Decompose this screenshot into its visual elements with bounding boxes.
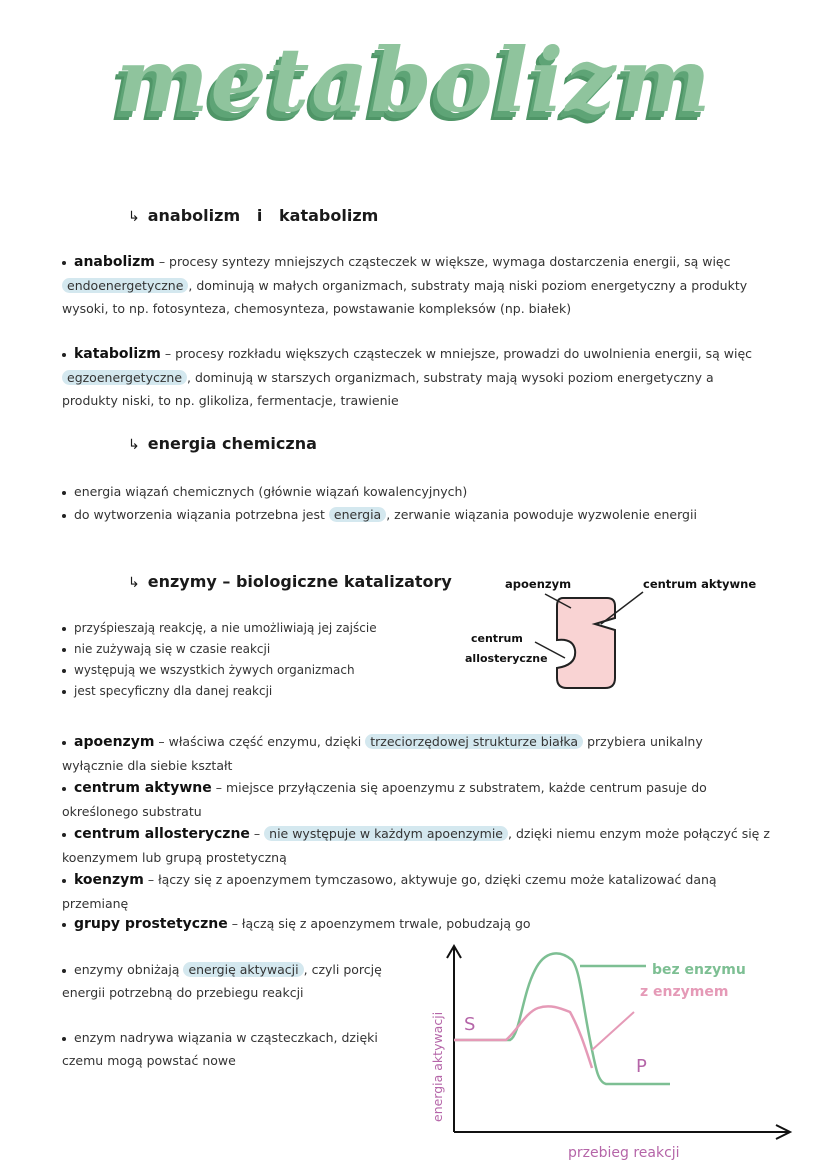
- label-centrum-aktywne: centrum aktywne: [643, 577, 757, 591]
- bottom-item-2-text: enzym nadrywa wiązania w cząsteczkach, dzięki czemu mogą powstać nowe: [62, 1030, 378, 1068]
- bullet-icon: [62, 514, 66, 518]
- katabolizm-paragraph: [62, 342, 772, 412]
- bullet-icon: [62, 833, 66, 837]
- activation-energy-graph: [420, 940, 810, 1165]
- bottom-item-2: [62, 1026, 422, 1072]
- term-apoenzym: apoenzym: [74, 734, 155, 750]
- bullet-icon: [62, 648, 66, 652]
- anabolizm-paragraph: [62, 250, 772, 320]
- bullet-icon: [62, 741, 66, 745]
- bullet-icon: [62, 787, 66, 791]
- line-z-enzymem-pointer: [592, 1012, 634, 1050]
- label-centrum: centrum: [471, 632, 523, 645]
- bullet-icon: [62, 491, 66, 495]
- energia-item-2-after: , zerwanie wiązania powoduje wyzwolenie energii: [386, 507, 697, 522]
- x-axis-label: przebieg reakcji: [568, 1145, 680, 1161]
- section-heading-text: energia chemiczna: [147, 434, 317, 453]
- highlight-egzoenergetyczne: egzoenergetyczne: [62, 370, 187, 385]
- list-item: [62, 639, 462, 660]
- energia-item-2-before: do wytworzenia wiązania potrzebna jest: [74, 507, 325, 522]
- list-item-text: przyśpieszają reakcję, a nie umożliwiają jej zajście: [74, 621, 377, 635]
- label-p: P: [636, 1056, 647, 1077]
- list-item: [62, 681, 462, 702]
- section-heading-energia: [128, 434, 317, 453]
- section-heading-anabolizm-katabolizm: [128, 206, 378, 225]
- arrow-icon: ↳: [128, 437, 140, 453]
- label-s: S: [464, 1014, 476, 1035]
- def-centrum-aktywne: [62, 776, 762, 823]
- bullet-icon: [62, 1037, 66, 1041]
- page-title: metabolizm: [115, 28, 713, 132]
- bottom-item-1: [62, 958, 412, 1004]
- def-koenzym-text: – łączy się z apoenzymem tymczasowo, aktywuje go, dzięki czemu może katalizować daną przemianę: [62, 872, 717, 911]
- label-allosteryczne: allosteryczne: [465, 652, 548, 665]
- list-item-text: nie zużywają się w czasie reakcji: [74, 642, 271, 656]
- highlight-endoenergetyczne: endoenergetyczne: [62, 278, 188, 293]
- bullet-icon: [62, 353, 66, 357]
- term-grupy-prostetyczne: grupy prostetyczne: [74, 916, 228, 932]
- apoenzym-shape: [557, 598, 615, 688]
- list-item: [62, 618, 462, 639]
- enzymy-bullet-list: [62, 618, 462, 702]
- energia-item-1: [62, 480, 772, 503]
- energia-item-1-text: energia wiązań chemicznych (głównie wiązań kowalencyjnych): [74, 484, 468, 499]
- bullet-icon: [62, 923, 66, 927]
- section-heading-enzymy: [128, 572, 452, 591]
- def-centrum-aktywne-text: – miejsce przyłączenia się apoenzymu z substratem, każde centrum pasuje do określonego substratu: [62, 780, 707, 819]
- term-koenzym: koenzym: [74, 872, 144, 888]
- highlight-trzeciorzedowej: trzeciorzędowej strukturze białka: [365, 734, 583, 749]
- enzyme-diagram: [455, 568, 775, 708]
- label-bez-enzymu: bez enzymu: [652, 962, 746, 978]
- katabolizm-text-after: , dominują w starszych organizmach, substraty mają wysoki poziom energetyczny a produkty niski, to np. glikoliza, fermentacje, trawienie: [62, 370, 714, 408]
- def-apoenzym: [62, 730, 762, 777]
- term-centrum-allosteryczne: centrum allosteryczne: [74, 826, 250, 842]
- def-apoenzym-before: – właściwa część enzymu, dzięki: [158, 734, 362, 749]
- highlight-energia: energia: [329, 507, 386, 522]
- energia-item-2: [62, 503, 762, 526]
- def-grupy-text: – łączą się z apoenzymem trwale, pobudzają go: [231, 916, 531, 931]
- term-centrum-aktywne: centrum aktywne: [74, 780, 212, 796]
- def-centrum-allosteryczne: [62, 822, 772, 869]
- bullet-icon: [62, 969, 66, 973]
- label-z-enzymem: z enzymem: [640, 984, 729, 1000]
- bullet-icon: [62, 261, 66, 265]
- def-apoenzym-after: przybiera unikalny wyłącznie dla siebie kształt: [62, 734, 703, 773]
- y-axis-label: energia aktywacji: [430, 1011, 445, 1122]
- section-heading-text: anabolizm i katabolizm: [147, 206, 379, 225]
- term-katabolizm: katabolizm: [74, 346, 161, 362]
- def-centrum-allo-after: , dzięki niemu enzym może połączyć się z koenzymem lub grupą prostetyczną: [62, 826, 770, 865]
- def-koenzym: [62, 868, 762, 915]
- section-heading-text: enzymy – biologiczne katalizatory: [147, 572, 452, 591]
- bullet-icon: [62, 879, 66, 883]
- def-centrum-allo-dash: –: [253, 826, 261, 841]
- bullet-icon: [62, 690, 66, 694]
- anabolizm-text-before: – procesy syntezy mniejszych cząsteczek w większe, wymaga dostarczenia energii, są więc: [158, 254, 731, 269]
- highlight-nie-wystepuje: nie występuje w każdym apoenzymie: [264, 826, 508, 841]
- label-apoenzym: apoenzym: [505, 577, 572, 591]
- bullet-icon: [62, 627, 66, 631]
- arrow-icon: ↳: [128, 209, 140, 225]
- term-anabolizm: anabolizm: [74, 254, 155, 270]
- katabolizm-text-before: – procesy rozkładu większych cząsteczek w mniejsze, prowadzi do uwolnienia energii, są więc: [164, 346, 753, 361]
- bottom-item-1-before: enzymy obniżają: [74, 962, 180, 977]
- bullet-icon: [62, 669, 66, 673]
- arrow-icon: ↳: [128, 575, 140, 591]
- def-grupy-prostetyczne: [62, 912, 762, 936]
- anabolizm-text-after: , dominują w małych organizmach, substraty mają niski poziom energetyczny a produkty wysoki, to np. fotosynteza, chemosynteza, powstawanie kompleksów (np. białek): [62, 278, 748, 316]
- bottom-item-1-after: , czyli porcję energii potrzebną do przebiegu reakcji: [62, 962, 382, 1000]
- list-item-text: występują we wszystkich żywych organizmach: [74, 663, 355, 677]
- highlight-energie-aktywacji: energię aktywacji: [183, 962, 303, 977]
- list-item-text: jest specyficzny dla danej reakcji: [74, 684, 273, 698]
- list-item: [62, 660, 462, 681]
